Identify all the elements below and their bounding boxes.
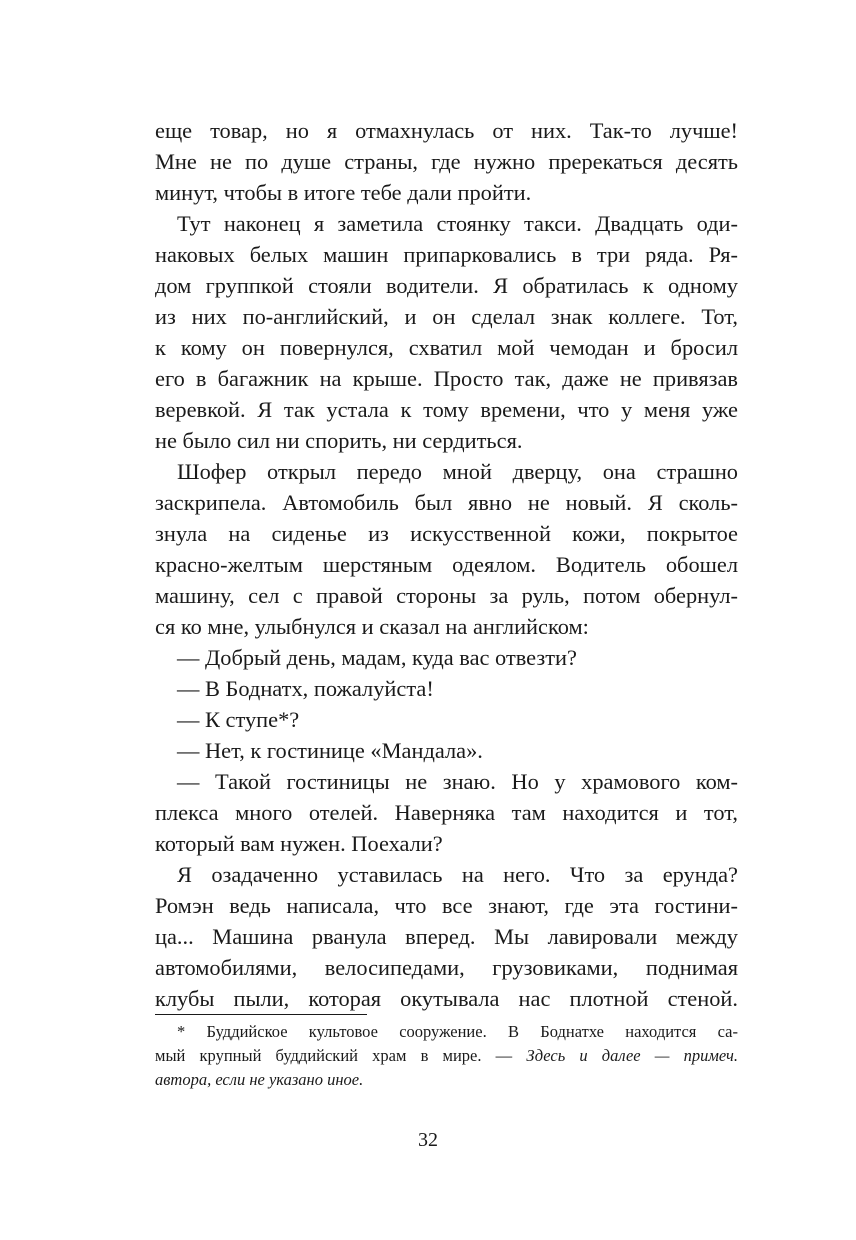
- text-line: веревкой. Я так устала к тому времени, что у меня уже: [155, 397, 738, 422]
- text-line: не было сил ни спорить, ни сердиться.: [155, 428, 523, 453]
- text-line: знула на сиденье из искусственной кожи, покрытое: [155, 521, 738, 546]
- text-line: наковых белых машин припарковались в три ряда. Ря-: [155, 242, 738, 267]
- text-line: — В Боднатх, пожалуйста!: [177, 676, 434, 701]
- text-line: к кому он повернулся, схватил мой чемодан и бросил: [155, 335, 738, 360]
- text-line: автомобилями, велосипедами, грузовиками, поднимая: [155, 955, 738, 980]
- footnote-text: мый крупный буддийский храм в мире. —: [155, 1046, 527, 1065]
- text-line: ся ко мне, улыбнулся и сказал на английском:: [155, 614, 589, 639]
- text-line: плекса много отелей. Наверняка там находится и тот,: [155, 800, 738, 825]
- text-line: заскрипела. Автомобиль был явно не новый. Я сколь-: [155, 490, 738, 515]
- text-line: — Добрый день, мадам, куда вас отвезти?: [177, 645, 577, 670]
- footnote-line: [155, 1068, 738, 1092]
- footnote-line: * Буддийское культовое сооружение. В Боднатхе находится са-: [177, 1022, 738, 1041]
- footnote: [155, 1020, 738, 1092]
- body-text: [155, 115, 738, 1014]
- page-number: 32: [418, 1129, 438, 1151]
- text-line: красно-желтым шерстяным одеялом. Водитель обошел: [155, 552, 738, 577]
- text-line: Ромэн ведь написала, что все знают, где эта гостини-: [155, 893, 738, 918]
- footnote-italic-text: автора, если не указано иное.: [155, 1070, 364, 1089]
- footnote-line: [155, 1044, 738, 1068]
- text-line: Тут наконец я заметила стоянку такси. Двадцать оди-: [177, 211, 738, 236]
- text-line: Шофер открыл передо мной дверцу, она страшно: [177, 459, 738, 484]
- text-line: его в багажник на крыше. Просто так, даже не привязав: [155, 366, 738, 391]
- text-line: — Такой гостиницы не знаю. Но у храмового ком-: [177, 769, 738, 794]
- text-line: минут, чтобы в итоге тебе дали пройти.: [155, 180, 532, 205]
- text-line: машину, сел с правой стороны за руль, потом обернул-: [155, 583, 738, 608]
- text-line: клубы пыли, которая окутывала нас плотной стеной.: [155, 986, 738, 1011]
- text-line: который вам нужен. Поехали?: [155, 831, 443, 856]
- text-line: из них по-английский, и он сделал знак коллеге. Тот,: [155, 304, 738, 329]
- text-line: ца... Машина рванула вперед. Мы лавировали между: [155, 924, 738, 949]
- text-line: Я озадаченно уставилась на него. Что за ерунда?: [177, 862, 738, 887]
- text-line: еще товар, но я отмахнулась от них. Так-то лучше!: [155, 118, 738, 143]
- text-line: — К ступе*?: [177, 707, 300, 732]
- text-line: дом группкой стояли водители. Я обратилась к одному: [155, 273, 738, 298]
- text-line: — Нет, к гостинице «Мандала».: [177, 738, 483, 763]
- footnote-italic-text: Здесь и далее — примеч.: [526, 1046, 739, 1065]
- text-line: Мне не по душе страны, где нужно пререкаться десять: [155, 149, 738, 174]
- footnote-divider: [155, 1014, 367, 1015]
